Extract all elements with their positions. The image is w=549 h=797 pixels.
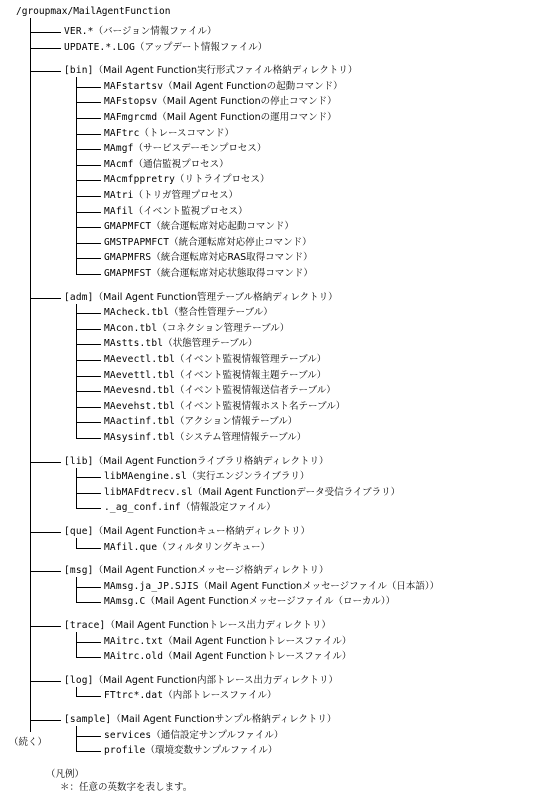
tree-child-node-name: MAFmgrcmd <box>104 112 158 123</box>
tree-node <box>64 675 338 687</box>
tree-child-node <box>104 416 297 428</box>
tree-child-node <box>104 354 326 366</box>
tree-child-node-desc: （通信監視プロセス） <box>133 158 229 170</box>
child-branch-line <box>76 165 101 166</box>
child-branch-line <box>76 422 101 423</box>
tree-child-node <box>104 323 289 335</box>
child-branch-line <box>76 642 101 643</box>
child-branch-line <box>76 438 101 439</box>
branch-line <box>30 71 61 72</box>
root-path: /groupmax/MailAgentFunction <box>16 6 171 17</box>
tree-child-node-name: MAitrc.txt <box>104 635 164 647</box>
child-branch-line <box>76 736 101 737</box>
tree-child-node <box>104 745 277 757</box>
tree-child-node-name: MAevehst.tbl <box>104 400 176 412</box>
tree-node-desc: （Mail Agent Functionメッセージ格納ディレクトリ） <box>93 565 329 577</box>
tree-child-node-desc: （整合性管理テーブル） <box>169 307 273 319</box>
tree-node <box>64 714 336 726</box>
tree-child-node <box>104 502 276 514</box>
tree-child-node-desc: （イベント監視情報送信者テーブル） <box>175 385 336 397</box>
tree-child-node <box>104 81 343 93</box>
child-branch-line <box>76 344 101 345</box>
child-branch-line <box>76 87 101 88</box>
tree-child-node-desc: （Mail Agent Functionトレースファイル） <box>163 635 352 647</box>
branch-line <box>30 681 61 682</box>
child-branch-line <box>76 227 101 228</box>
tree-child-node <box>104 432 306 444</box>
child-branch-line <box>76 258 101 259</box>
tree-child-node-name: GMAPMFRS <box>104 252 152 264</box>
tree-child-node <box>104 690 277 702</box>
tree-child-node-name: FTtrc*.dat <box>104 690 164 702</box>
tree-child-node-name: MAFtrc <box>104 127 140 139</box>
child-branch-line <box>76 329 101 330</box>
tree-child-node-name: MAevettl.tbl <box>104 369 176 381</box>
tree-child-node-name: MAmsg.ja_JP.SJIS <box>104 580 199 592</box>
tree-child-node-name: MAactinf.tbl <box>104 416 176 428</box>
tree-child-node-desc: （アクション情報テーブル） <box>175 416 298 428</box>
tree-child-node <box>104 471 309 483</box>
tree-node <box>64 526 310 538</box>
tree-child-node-name: MAstts.tbl <box>104 338 164 350</box>
tree-child-node-name: MAFstartsv <box>104 80 164 92</box>
tree-child-node <box>104 730 283 742</box>
tree-child-node-desc: （統合運転席対応状態取得コマンド） <box>151 268 313 279</box>
tree-child-node-name: GMSTPAPMFCT <box>104 236 170 248</box>
tree-child-node-name: services <box>104 729 152 741</box>
child-trunk-line <box>76 77 77 275</box>
branch-line <box>30 626 61 627</box>
tree-node-desc: （Mail Agent Functionキュー格納ディレクトリ） <box>93 526 311 537</box>
tree-child-node-desc: （イベント監視情報ホスト名テーブル） <box>175 400 346 412</box>
tree-child-node-name: GMAPMFCT <box>104 221 152 233</box>
tree-child-node-name: MAcmf <box>104 158 134 170</box>
tree-child-node-name: libMAFdtrecv.sl <box>104 486 193 498</box>
tree-child-node <box>104 401 345 413</box>
tree-child-node-name: libMAengine.sl <box>104 471 187 483</box>
child-trunk-line <box>76 726 77 752</box>
tree-child-node-desc: （コネクション管理テーブル） <box>157 322 290 334</box>
tree-child-node <box>104 651 351 663</box>
tree-child-node-desc: （Mail Agent Functionの起動コマンド） <box>163 80 343 92</box>
tree-child-node-desc: （内部トレースファイル） <box>163 690 277 702</box>
child-branch-line <box>76 493 101 494</box>
tree-child-node-desc: （イベント監視プロセス） <box>133 205 248 217</box>
tree-node-desc: （Mail Agent Function実行形式ファイル格納ディレクトリ） <box>93 65 358 77</box>
tree-child-node-name: MAsysinf.tbl <box>104 432 176 443</box>
tree-child-node <box>104 143 266 155</box>
child-branch-line <box>76 274 101 275</box>
main-trunk-line <box>30 18 31 732</box>
tree-child-node <box>104 370 326 382</box>
tree-child-node-name: MAmgf <box>104 143 134 155</box>
branch-line <box>30 32 61 33</box>
tree-node-name: [lib] <box>64 455 94 467</box>
tree-child-node-desc: （Mail Agent Functionの運用コマンド） <box>157 112 337 123</box>
tree-node <box>64 65 357 77</box>
child-trunk-line <box>76 468 77 510</box>
legend-note: ＊：任意の英数字を表します。 <box>60 782 193 793</box>
tree-child-node-desc: （サービスデーモンプロセス） <box>133 143 267 155</box>
tree-child-node <box>104 159 229 171</box>
tree-child-node-name: MAevesnd.tbl <box>104 385 176 397</box>
tree-child-node-name: ._ag_conf.inf <box>104 502 181 514</box>
tree-node-desc: （Mail Agent Function管理テーブル格納ディレクトリ） <box>93 291 338 303</box>
tree-node-name: [msg] <box>64 565 94 577</box>
child-branch-line <box>76 477 101 478</box>
tree-child-node-desc: （通信設定サンプルファイル） <box>151 729 284 741</box>
tree-child-node-desc: （トリガ管理プロセス） <box>133 190 239 201</box>
tree-node-name: [adm] <box>64 291 94 303</box>
branch-line <box>30 720 61 721</box>
child-branch-line <box>76 134 101 135</box>
tree-node-desc: （Mail Agent Functionサンプル格納ディレクトリ） <box>111 714 337 725</box>
tree-child-node-name: MAtri <box>104 190 134 201</box>
tree-node <box>64 292 338 304</box>
child-branch-line <box>76 313 101 314</box>
tree-child-node-name: GMAPMFST <box>104 268 152 279</box>
child-branch-line <box>76 243 101 244</box>
tree-child-node <box>104 487 400 499</box>
tree-node <box>64 42 267 54</box>
child-branch-line <box>76 149 101 150</box>
child-branch-line <box>76 196 101 197</box>
child-branch-line <box>76 696 101 697</box>
tree-child-node-name: MAcheck.tbl <box>104 307 170 319</box>
tree-node-desc: （アップデート情報ファイル） <box>135 41 268 53</box>
tree-child-node-name: MAcmfppretry <box>104 174 176 186</box>
legend-title: （凡例） <box>46 769 85 780</box>
continued-label: （続く） <box>9 737 48 748</box>
tree-node-name: [trace] <box>64 620 106 631</box>
tree-child-node-name: MAfil <box>104 205 134 217</box>
tree-child-node-desc: （Mail Agent Functionメッセージファイル（日本語）） <box>198 580 440 592</box>
tree-child-node <box>104 96 337 108</box>
tree-node <box>64 565 328 577</box>
tree-node-desc: （バージョン情報ファイル） <box>93 26 217 37</box>
branch-line <box>30 48 61 49</box>
child-branch-line <box>76 587 101 588</box>
tree-node <box>64 456 328 468</box>
tree-child-node-desc: （統合運転席対応停止コマンド） <box>169 236 312 248</box>
tree-node-name: VER.* <box>64 26 94 37</box>
tree-child-node <box>104 636 351 648</box>
child-trunk-line <box>76 538 77 549</box>
tree-child-node-name: profile <box>104 745 146 757</box>
tree-node-desc: （Mail Agent Function内部トレース出力ディレクトリ） <box>93 674 339 686</box>
tree-node <box>64 26 217 38</box>
tree-child-node-name: MAevectl.tbl <box>104 354 176 365</box>
tree-child-node-desc: （Mail Agent Functionの停止コマンド） <box>157 96 337 108</box>
branch-line <box>30 462 61 463</box>
tree-child-node-desc: （実行エンジンライブラリ） <box>186 471 310 483</box>
child-branch-line <box>76 102 101 103</box>
child-trunk-line <box>76 304 77 439</box>
tree-node-name: [log] <box>64 674 94 686</box>
tree-child-node-desc: （リトライプロセス） <box>175 174 270 186</box>
child-trunk-line <box>76 577 77 603</box>
tree-child-node-desc: （フィルタリングキュー） <box>157 541 270 553</box>
tree-node-desc: （Mail Agent Functionトレース出力ディレクトリ） <box>105 620 331 631</box>
tree-child-node <box>104 174 269 186</box>
tree-child-node-desc: （情報設定ファイル） <box>180 502 276 514</box>
child-branch-line <box>76 360 101 361</box>
tree-child-node <box>104 112 337 124</box>
branch-line <box>30 532 61 533</box>
tree-node-name: UPDATE.*.LOG <box>64 41 136 53</box>
tree-child-node <box>104 581 439 593</box>
tree-child-node <box>104 385 336 397</box>
tree-child-node <box>104 252 313 264</box>
tree-child-node-name: MAitrc.old <box>104 651 164 663</box>
child-trunk-line <box>76 687 77 698</box>
tree-child-node-desc: （統合運転席対応RAS取得コマンド） <box>151 252 313 264</box>
legend <box>46 768 192 794</box>
child-branch-line <box>76 391 101 392</box>
tree-child-node <box>104 221 294 233</box>
tree-child-node-name: MAcon.tbl <box>104 322 158 334</box>
tree-child-node-desc: （Mail Agent Functionメッセージファイル（ローカル）） <box>145 596 396 608</box>
tree-child-node-desc: （Mail Agent Functionトレースファイル） <box>163 651 352 663</box>
branch-line <box>30 298 61 299</box>
tree-child-node <box>104 596 395 608</box>
tree-child-node <box>104 190 238 202</box>
tree-child-node-desc: （環境変数サンプルファイル） <box>145 745 278 757</box>
child-branch-line <box>76 508 101 509</box>
tree-child-node <box>104 237 312 249</box>
tree-child-node <box>104 268 313 280</box>
tree-child-node-desc: （状態管理テーブル） <box>163 338 258 350</box>
tree-child-node <box>104 542 270 554</box>
tree-node-name: [sample] <box>64 714 112 725</box>
tree-node <box>64 620 331 632</box>
child-branch-line <box>76 751 101 752</box>
child-branch-line <box>76 548 101 549</box>
tree-child-node-desc: （Mail Agent Functionデータ受信ライブラリ） <box>192 486 401 498</box>
child-branch-line <box>76 212 101 213</box>
child-branch-line <box>76 407 101 408</box>
tree-node-desc: （Mail Agent Functionライブラリ格納ディレクトリ） <box>93 455 329 467</box>
tree-child-node-desc: （イベント監視情報管理テーブル） <box>175 354 327 365</box>
tree-child-node <box>104 338 257 350</box>
tree-child-node-desc: （システム管理情報テーブル） <box>175 432 307 443</box>
tree-child-node-name: MAFstopsv <box>104 96 158 108</box>
child-branch-line <box>76 657 101 658</box>
tree-child-node <box>104 307 273 319</box>
tree-node-name: [bin] <box>64 65 94 77</box>
child-branch-line <box>76 602 101 603</box>
branch-line <box>30 571 61 572</box>
tree-child-node-name: MAfil.que <box>104 541 158 553</box>
tree-child-node <box>104 128 234 140</box>
tree-child-node-name: MAmsg.C <box>104 596 146 608</box>
tree-child-node-desc: （統合運転席対応起動コマンド） <box>151 221 294 233</box>
child-branch-line <box>76 180 101 181</box>
tree-child-node <box>104 206 248 218</box>
child-trunk-line <box>76 632 77 658</box>
child-branch-line <box>76 118 101 119</box>
child-branch-line <box>76 376 101 377</box>
tree-child-node-desc: （トレースコマンド） <box>139 127 235 139</box>
tree-node-name: [que] <box>64 526 94 537</box>
tree-child-node-desc: （イベント監視情報主題テーブル） <box>175 369 327 381</box>
